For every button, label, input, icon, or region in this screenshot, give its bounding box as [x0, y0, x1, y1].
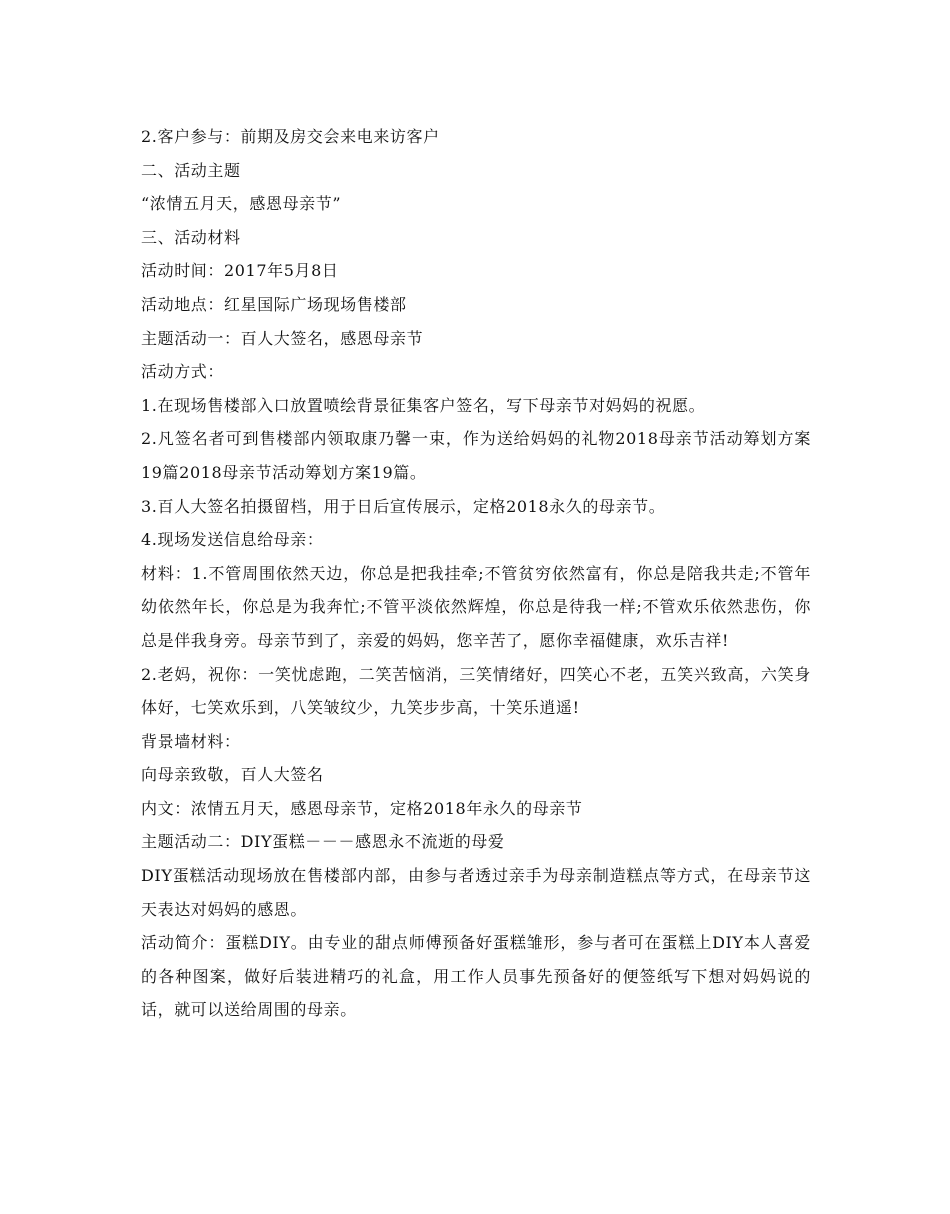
paragraph-backdrop-body: 内文：浓情五月天，感恩母亲节，定格2018年永久的母亲节: [141, 798, 583, 818]
heading-activity-materials: 三、活动材料: [141, 227, 241, 247]
paragraph-method-item-4: 4.现场发送信息给母亲：: [141, 530, 324, 550]
paragraph-theme-activity-two: 主题活动二：DIY蛋糕－－－感恩永不流逝的母爱: [141, 832, 505, 852]
paragraph-method-item-1: 1.在现场售楼部入口放置喷绘背景征集客户签名，写下母亲节对妈妈的祝愿。: [141, 395, 706, 415]
paragraph-method-item-2: 2.凡签名者可到售楼部内领取康乃馨一束，作为送给妈妈的礼物2018母亲节活动筹划方案19篇2018母亲节活动筹划方案19篇。: [141, 429, 811, 482]
paragraph-activity-time: 活动时间：2017年5月8日: [141, 261, 339, 281]
paragraph-backdrop-materials: 背景墙材料：: [141, 731, 241, 751]
paragraph-method-item-3: 3.百人大签名拍摄留档，用于日后宣传展示，定格2018永久的母亲节。: [141, 496, 666, 516]
paragraph-activity-method: 活动方式：: [141, 362, 225, 382]
paragraph-activity-intro: 活动简介：蛋糕DIY。由专业的甜点师傅预备好蛋糕雏形，参与者可在蛋糕上DIY本人喜爱的各种图案，做好后装进精巧的礼盒，用工作人员事先预备好的便签纸写下想对妈妈说的话，就可以送给周围的母亲。: [141, 933, 811, 1020]
paragraph-message-material-2: 2.老妈，祝你：一笑忧虑跑，二笑苦恼消，三笑情绪好，四笑心不老，五笑兴致高，六笑身体好，七笑欢乐到，八笑皱纹少，九笑步步高，十笑乐逍遥!: [141, 664, 811, 718]
paragraph-message-material-1: 材料：1.不管周围依然天边，你总是把我挂牵;不管贫穷依然富有，你总是陪我共走;不管年幼依然年长，你总是为我奔忙;不管平淡依然辉煌，你总是待我一样;不管欢乐依然悲伤，你总是伴我身旁。母亲节到了，亲爱的妈妈，您辛苦了，愿你幸福健康，欢乐吉祥!: [141, 563, 811, 650]
paragraph-backdrop-headline: 向母亲致敬，百人大签名: [141, 765, 324, 785]
paragraph-theme-slogan: “浓情五月天，感恩母亲节”: [141, 194, 342, 214]
paragraph-theme-activity-one: 主题活动一：百人大签名，感恩母亲节: [141, 328, 424, 348]
heading-activity-theme: 二、活动主题: [141, 160, 241, 180]
paragraph-diy-cake-setup: DIY蛋糕活动现场放在售楼部内部，由参与者透过亲手为母亲制造糕点等方式，在母亲节这天表达对妈妈的感恩。: [141, 866, 811, 919]
document-body: [141, 120, 811, 1027]
paragraph-customer-participation: 2.客户参与：前期及房交会来电来访客户: [141, 127, 440, 146]
paragraph-activity-location: 活动地点：红星国际广场现场售楼部: [141, 294, 407, 314]
